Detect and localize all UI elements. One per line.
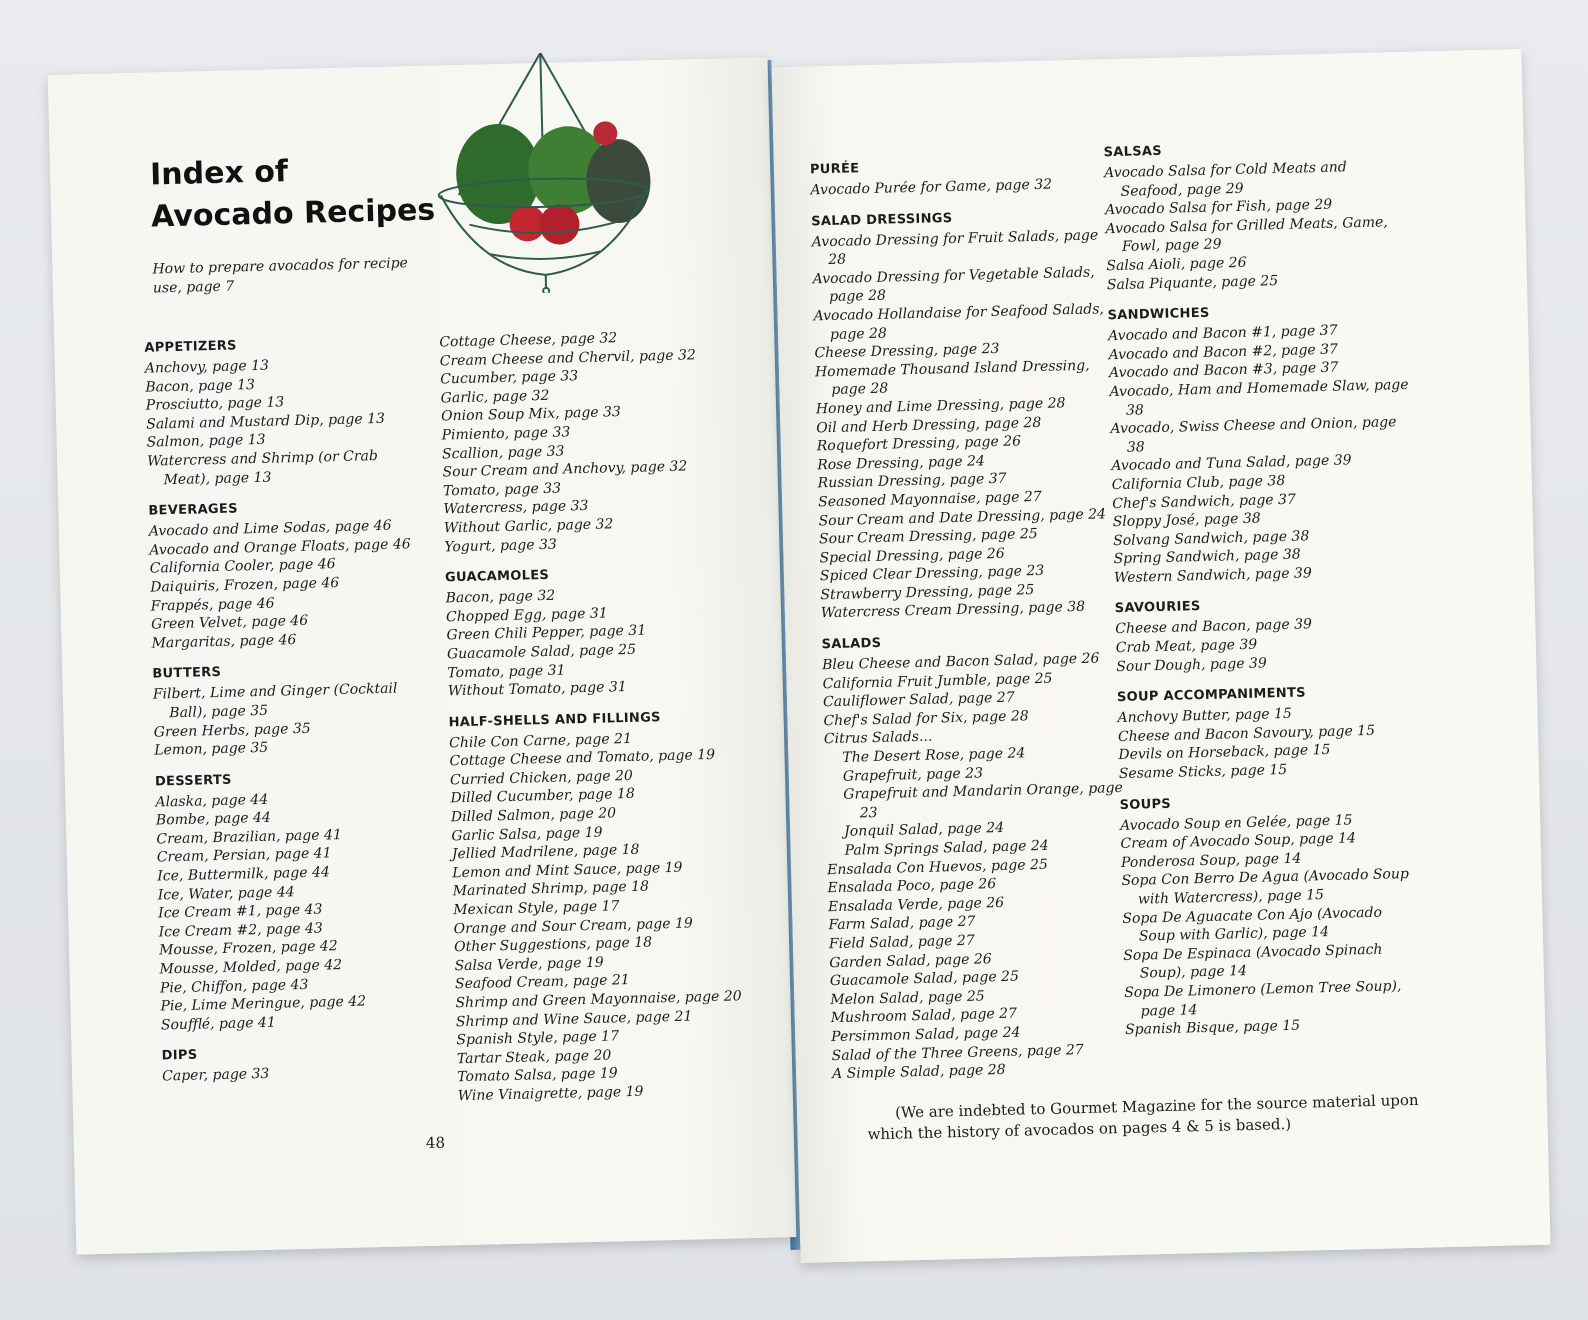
recipe-entry: Avocado and Bacon #3, page 37	[1108, 359, 1339, 382]
section-heading: GUACAMOLES	[444, 567, 550, 586]
recipe-entry: Avocado and Lime Sodas, page 46	[148, 517, 392, 540]
recipe-entry: Cauliflower Salad, page 27	[822, 689, 1015, 711]
recipe-entry: Spiced Clear Dressing, page 23	[819, 563, 1045, 585]
recipe-entry: California Club, page 38	[1111, 472, 1286, 494]
section-heading: SOUPS	[1119, 796, 1172, 813]
index-section	[448, 708, 757, 1106]
recipe-list	[1108, 320, 1414, 588]
recipe-entry: Sour Dough, page 39	[1116, 655, 1267, 675]
page-number: 48	[425, 1133, 446, 1153]
recipe-entry: Sour Cream Dressing, page 25	[818, 526, 1038, 548]
index-section	[144, 334, 428, 490]
index-section	[821, 630, 1132, 1084]
recipe-entry: Curried Chicken, page 20	[449, 767, 634, 789]
title-line-1: Index of	[149, 154, 289, 193]
section-heading: SOUP ACCOMPANIMENTS	[1116, 685, 1307, 706]
recipe-entry: Mousse, Frozen, page 42	[158, 938, 338, 959]
recipe-entry: Avocado Purée for Game, page 32	[810, 176, 1053, 199]
recipe-entry: Ensalada Con Huevos, page 25	[826, 856, 1048, 878]
recipe-entry: Farm Salad, page 27	[828, 913, 976, 934]
section-heading: SALAD DRESSINGS	[811, 210, 953, 230]
recipe-entry: Seasoned Mayonnaise, page 27	[817, 488, 1042, 511]
recipe-list	[812, 226, 1121, 624]
index-section	[152, 660, 434, 760]
recipe-entry: Salsa Aioli, page 26	[1106, 254, 1247, 275]
index-section	[1115, 594, 1417, 676]
recipe-entry: Anchovy Butter, page 15	[1117, 706, 1293, 727]
recipe-entry: Cream of Avocado Soup, page 14	[1120, 830, 1357, 853]
section-heading: APPETIZERS	[144, 338, 237, 356]
recipe-entry: Watercress Cream Dressing, page 38	[820, 599, 1086, 622]
recipe-list	[445, 582, 748, 701]
index-section	[1107, 301, 1414, 588]
recipe-entry: Pie, Lime Meringue, page 42	[160, 993, 367, 1015]
recipe-entry: Prosciutto, page 13	[145, 394, 285, 414]
left-column-2	[439, 326, 758, 1120]
recipe-entry: Sopa Con Berro De Agua (Avocado Soup with Watercress), page 15	[1121, 866, 1410, 908]
recipe-entry: Avocado Dressing for Fruit Salads, page 28	[811, 227, 1099, 269]
recipe-entry: Tartar Steak, page 20	[456, 1047, 612, 1068]
recipe-list	[145, 353, 428, 490]
index-section	[810, 155, 1111, 200]
recipe-entry: Orange and Sour Cream, page 19	[453, 915, 694, 937]
recipe-entry: Garlic, page 32	[440, 387, 550, 407]
recipe-entry: Sesame Sticks, page 15	[1118, 761, 1288, 783]
recipe-entry: Crab Meat, page 39	[1115, 636, 1258, 657]
intro-note: How to prepare avocados for recipe use, page 7	[152, 255, 409, 297]
recipe-entry: Frappés, page 46	[150, 595, 275, 615]
recipe-entry: Spring Sandwich, page 38	[1113, 546, 1301, 568]
recipe-entry: Western Sandwich, page 39	[1113, 565, 1312, 586]
recipe-entry: Sopa De Limonero (Lemon Tree Soup), page 14	[1124, 978, 1402, 1020]
recipe-entry: Avocado, Swiss Cheese and Onion, page 38	[1110, 414, 1397, 456]
recipe-entry: Pimiento, page 33	[441, 424, 571, 444]
recipe-entry: Spanish Style, page 17	[456, 1028, 620, 1049]
recipe-entry: California Cooler, page 46	[149, 556, 336, 577]
recipe-entry: Avocado and Tuna Salad, page 39	[1111, 452, 1352, 475]
recipe-entry: Special Dressing, page 26	[819, 545, 1005, 566]
recipe-entry: Ice Cream #1, page 43	[158, 901, 323, 922]
recipe-entry: Scallion, page 33	[441, 443, 565, 463]
title-line-2: Avocado Recipes	[150, 192, 436, 235]
recipe-entry: Salmon, page 13	[146, 432, 266, 452]
recipe-entry: Avocado Dressing for Vegetable Salads, page 28	[812, 264, 1095, 306]
recipe-entry: Pie, Chiffon, page 43	[159, 976, 309, 997]
recipe-entry: Cream, Persian, page 41	[156, 845, 332, 867]
index-section	[1104, 138, 1408, 294]
index-section	[148, 497, 432, 653]
recipe-entry: Ice, Buttermilk, page 44	[157, 864, 330, 885]
recipe-entry: Filbert, Lime and Ginger (Cocktail Ball), page 35	[152, 680, 398, 722]
recipe-entry: The Desert Rose, page 24	[842, 745, 1026, 766]
recipe-entry: Ice Cream #2, page 43	[158, 920, 324, 941]
recipe-entry: Cream Cheese and Chervil, page 32	[439, 346, 696, 370]
recipe-entry: Sopa De Aguacate Con Ajo (Avocado Soup with Garlic), page 14	[1122, 904, 1383, 945]
right-column-1	[810, 155, 1133, 1098]
recipe-entry: Green Velvet, page 46	[150, 612, 309, 633]
recipe-entry: Avocado Hollandaise for Seafood Salads, page 28	[813, 301, 1105, 343]
recipe-entry: Anchovy, page 13	[144, 357, 270, 377]
right-column-2	[1104, 138, 1426, 1054]
recipe-entry: Roquefort Dressing, page 26	[816, 433, 1022, 455]
recipe-entry: Oil and Herb Dressing, page 28	[816, 414, 1042, 436]
recipe-entry: Melon Salad, page 25	[830, 988, 985, 1008]
section-heading: DESSERTS	[154, 772, 232, 790]
recipe-entry: Ensalada Verde, page 26	[827, 894, 1005, 915]
recipe-entry: Solvang Sandwich, page 38	[1112, 528, 1310, 549]
recipe-entry: Avocado Soup en Gelée, page 15	[1119, 811, 1353, 834]
recipe-entry: Seafood Cream, page 21	[454, 972, 630, 993]
section-heading: PURÉE	[809, 161, 860, 178]
recipe-entry: Spanish Bisque, page 15	[1124, 1017, 1301, 1039]
recipe-list	[153, 679, 435, 760]
recipe-entry: Palm Springs Salad, page 24	[844, 837, 1049, 859]
section-heading: HALF-SHELLS AND FILLINGS	[448, 709, 661, 731]
recipe-entry: Marinated Shrimp, page 18	[452, 878, 650, 900]
recipe-entry: Rose Dressing, page 24	[817, 452, 986, 474]
section-heading: SALSAS	[1103, 143, 1163, 161]
recipe-list	[1104, 157, 1407, 294]
recipe-entry: Watercress and Shrimp (or Crab Meat), page 13	[146, 447, 379, 488]
recipe-entry: Mushroom Salad, page 27	[830, 1005, 1018, 1027]
recipe-entry: Cucumber, page 33	[440, 368, 579, 388]
recipe-entry: A Simple Salad, page 28	[831, 1062, 1006, 1083]
left-column-1	[144, 334, 442, 1101]
recipe-entry: Bleu Cheese and Bacon Salad, page 26	[821, 650, 1100, 674]
recipe-entry: California Fruit Jumble, page 25	[822, 670, 1053, 692]
recipe-entry: Without Tomato, page 31	[447, 679, 627, 700]
recipe-entry: Chile Con Carne, page 21	[448, 730, 633, 752]
recipe-entry: Jonquil Salad, page 24	[844, 820, 1005, 841]
recipe-entry: Avocado Salsa for Cold Meats and Seafood, page 29	[1103, 159, 1347, 200]
recipe-entry: Dilled Cucumber, page 18	[450, 786, 635, 807]
section-heading: SAVOURIES	[1114, 599, 1201, 617]
recipe-entry: Cottage Cheese, page 32	[439, 330, 618, 351]
recipe-list	[1120, 809, 1425, 1039]
recipe-list	[449, 727, 758, 1106]
section-heading: BUTTERS	[152, 665, 222, 682]
recipe-list	[1115, 613, 1416, 676]
recipe-entry: Grapefruit and Mandarin Orange, page 23	[843, 780, 1123, 822]
recipe-entry: Avocado and Bacon #1, page 37	[1107, 322, 1338, 345]
recipe-list	[162, 1061, 442, 1086]
recipe-entry: Lemon and Mint Sauce, page 19	[452, 859, 683, 882]
recipe-entry: Chopped Egg, page 31	[445, 605, 608, 626]
left-page	[48, 57, 797, 1254]
recipe-entry: Persimmon Salad, page 24	[831, 1024, 1021, 1046]
recipe-entry: Wine Vinaigrette, page 19	[457, 1083, 644, 1105]
index-section	[445, 563, 748, 701]
recipe-entry: Soufflé, page 41	[160, 1014, 276, 1034]
recipe-entry: Chef's Sandwich, page 37	[1112, 491, 1297, 512]
recipe-entry: Avocado Salsa for Fish, page 29	[1104, 196, 1333, 219]
recipe-entry: Salsa Verde, page 19	[454, 954, 604, 975]
recipe-entry: Margaritas, page 46	[151, 631, 297, 652]
recipe-entry: Avocado and Bacon #2, page 37	[1108, 341, 1339, 363]
recipe-entry: Daiquiris, Frozen, page 46	[150, 574, 340, 596]
recipe-entry: Ponderosa Soup, page 14	[1120, 850, 1302, 871]
recipe-entry: Tomato, page 31	[447, 662, 566, 681]
recipe-list	[439, 326, 744, 556]
recipe-entry: Yogurt, page 33	[444, 536, 557, 555]
index-section	[811, 207, 1121, 624]
recipe-list	[822, 649, 1132, 1084]
recipe-entry: Salami and Mustard Dip, page 13	[146, 410, 386, 433]
recipe-entry: Bombe, page 44	[155, 810, 272, 829]
recipe-list	[810, 174, 1110, 200]
section-heading: SALADS	[821, 635, 882, 653]
recipe-entry: Strawberry Dressing, page 25	[820, 581, 1035, 604]
recipe-entry: Sopa De Espinaca (Avocado Spinach Soup), page 14	[1123, 941, 1383, 982]
recipe-entry: Cheese Dressing, page 23	[814, 341, 1000, 362]
recipe-list	[149, 516, 432, 653]
recipe-entry: Garlic Salsa, page 19	[451, 824, 603, 844]
index-section	[155, 767, 441, 1034]
recipe-entry: Jellied Madrilene, page 18	[451, 841, 640, 863]
recipe-entry: Chef's Salad for Six, page 28	[823, 708, 1029, 730]
recipe-entry: Sloppy José, page 38	[1112, 510, 1261, 531]
page-title	[150, 148, 436, 239]
recipe-entry: Mexican Style, page 17	[453, 898, 620, 919]
hanging-basket-illustration	[415, 50, 671, 296]
section-heading: DIPS	[161, 1048, 198, 1064]
recipe-entry: Devils on Horseback, page 15	[1118, 742, 1331, 764]
index-section	[162, 1042, 443, 1086]
recipe-entry: Cottage Cheese and Tomato, page 19	[449, 747, 716, 770]
recipe-entry: Guacamole Salad, page 25	[829, 968, 1020, 990]
recipe-entry: Ice, Water, page 44	[157, 883, 295, 904]
footnote: (We are indebted to Gourmet Magazine for the source material upon which the history of avocados on pages 4 & 5 is based.)	[867, 1090, 1419, 1144]
recipe-entry: Guacamole Salad, page 25	[446, 641, 637, 663]
recipe-entry: Avocado Salsa for Grilled Meats, Game, Fowl, page 29	[1105, 214, 1388, 256]
recipe-entry: Field Salad, page 27	[828, 932, 975, 953]
recipe-entry: Salad of the Three Greens, page 27	[831, 1041, 1084, 1064]
recipe-list	[155, 786, 441, 1034]
recipe-entry: Sour Cream and Anchovy, page 32	[442, 458, 688, 481]
recipe-entry: Sour Cream and Date Dressing, page 24	[818, 505, 1107, 529]
recipe-entry: Tomato Salsa, page 19	[457, 1065, 618, 1086]
recipe-entry: Watercress, page 33	[443, 498, 589, 518]
recipe-entry: Caper, page 33	[162, 1066, 270, 1085]
recipe-entry: Homemade Thousand Island Dressing, page 28	[814, 357, 1090, 399]
index-section	[439, 326, 744, 556]
recipe-entry: Onion Soup Mix, page 33	[440, 404, 622, 425]
recipe-entry: Shrimp and Wine Sauce, page 21	[455, 1008, 693, 1030]
recipe-entry: Cream, Brazilian, page 41	[156, 826, 342, 848]
recipe-entry: Alaska, page 44	[155, 791, 269, 811]
recipe-entry: Honey and Lime Dressing, page 28	[815, 395, 1066, 418]
recipe-list	[1117, 702, 1419, 784]
recipe-entry: Cheese and Bacon Savoury, page 15	[1117, 722, 1376, 745]
recipe-entry: Avocado and Orange Floats, page 46	[149, 535, 411, 559]
recipe-entry: Shrimp and Green Mayonnaise, page 20	[455, 988, 742, 1012]
recipe-entry: Grapefruit, page 23	[842, 765, 984, 785]
recipe-entry: Garden Salad, page 26	[829, 950, 992, 971]
recipe-entry: Citrus Salads...	[823, 729, 933, 748]
recipe-entry: Green Chili Pepper, page 31	[446, 622, 647, 644]
section-heading: BEVERAGES	[148, 501, 238, 519]
recipe-entry: Bacon, page 32	[445, 587, 556, 607]
recipe-entry: Russian Dressing, page 37	[817, 471, 1007, 492]
recipe-entry: Lemon, page 35	[154, 739, 269, 759]
recipe-entry: Salsa Piquante, page 25	[1106, 272, 1279, 293]
right-page	[772, 49, 1551, 1263]
recipe-entry: Cheese and Bacon, page 39	[1115, 616, 1313, 638]
section-heading: SANDWICHES	[1107, 305, 1210, 324]
recipe-entry: Mousse, Molded, page 42	[159, 957, 343, 978]
index-section	[1117, 683, 1419, 784]
index-section	[1119, 790, 1425, 1039]
recipe-entry: Dilled Salmon, page 20	[450, 805, 617, 826]
recipe-entry: Green Herbs, page 35	[153, 720, 311, 741]
recipe-entry: Other Suggestions, page 18	[453, 934, 653, 956]
recipe-entry: Ensalada Poco, page 26	[827, 876, 997, 897]
recipe-entry: Tomato, page 33	[442, 480, 562, 500]
recipe-entry: Avocado, Ham and Homemade Slaw, page 38	[1109, 376, 1409, 419]
recipe-entry: Bacon, page 13	[145, 376, 256, 396]
recipe-entry: Without Garlic, page 32	[443, 516, 614, 537]
